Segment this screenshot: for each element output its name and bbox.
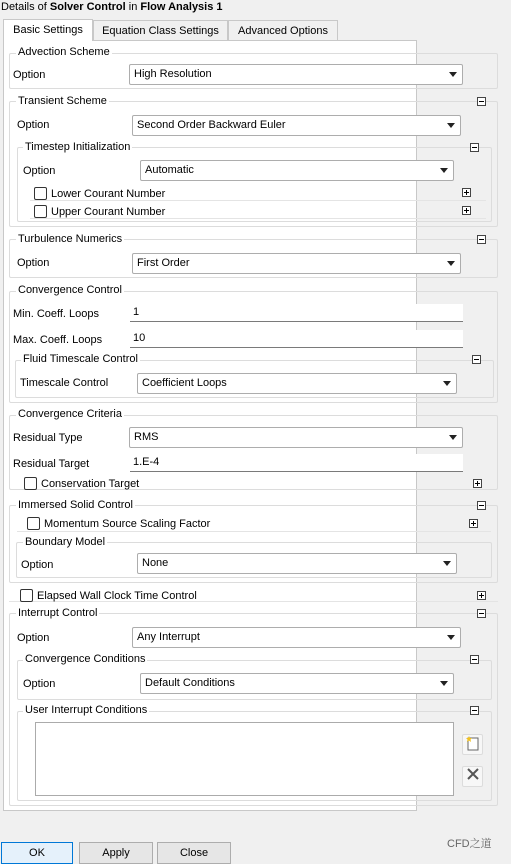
elapsed-wall-clock-checkbox[interactable] (20, 589, 33, 602)
transient-scheme-label: Transient Scheme (18, 95, 107, 107)
turbulence-option-label: Option (17, 257, 50, 269)
apply-button[interactable]: Apply (79, 842, 153, 864)
residual-target-field[interactable]: 1.E-4 (130, 454, 463, 472)
collapse-icon[interactable] (470, 655, 479, 664)
lower-courant-label: Lower Courant Number (51, 188, 166, 200)
expand-icon[interactable] (473, 479, 482, 488)
conv-option-select[interactable]: Default Conditions (140, 673, 454, 694)
advection-option-label: Option (13, 69, 46, 81)
chevron-down-icon (443, 561, 451, 566)
collapse-icon[interactable] (472, 355, 481, 364)
init-option-label: Option (23, 165, 56, 177)
min-coeff-loops-field[interactable]: 1 (130, 304, 463, 322)
collapse-icon[interactable] (477, 97, 486, 106)
momentum-source-checkbox[interactable] (27, 517, 40, 530)
fluid-timescale-label: Fluid Timescale Control (23, 353, 138, 365)
interrupt-control-label: Interrupt Control (18, 607, 98, 619)
chevron-down-icon (440, 168, 448, 173)
collapse-icon[interactable] (477, 501, 486, 510)
collapse-icon[interactable] (470, 143, 479, 152)
expand-icon[interactable] (462, 188, 471, 197)
residual-type-label: Residual Type (13, 432, 83, 444)
upper-courant-label: Upper Courant Number (51, 206, 166, 218)
chevron-down-icon (447, 635, 455, 640)
user-interrupt-list[interactable] (35, 722, 454, 796)
expand-icon[interactable] (469, 519, 478, 528)
lower-courant-checkbox[interactable] (34, 187, 47, 200)
user-interrupt-label: User Interrupt Conditions (25, 704, 148, 716)
turbulence-option-select[interactable]: First Order (132, 253, 461, 274)
interrupt-option-label: Option (17, 632, 50, 644)
upper-courant-checkbox[interactable] (34, 205, 47, 218)
convergence-conditions-label: Convergence Conditions (25, 653, 146, 665)
turbulence-numerics-label: Turbulence Numerics (18, 233, 123, 245)
boundary-option-label: Option (21, 559, 54, 571)
divider (17, 531, 491, 532)
timestep-initialization-label: Timestep Initialization (25, 141, 131, 153)
immersed-solid-label: Immersed Solid Control (18, 499, 133, 511)
expand-icon[interactable] (462, 206, 471, 215)
timescale-control-select[interactable]: Coefficient Loops (137, 373, 457, 394)
boundary-option-select[interactable]: None (137, 553, 457, 574)
momentum-source-label: Momentum Source Scaling Factor (44, 518, 211, 530)
close-button[interactable]: Close (157, 842, 231, 864)
collapse-icon[interactable] (477, 609, 486, 618)
transient-option-select[interactable]: Second Order Backward Euler (132, 115, 461, 136)
max-coeff-loops-field[interactable]: 10 (130, 330, 463, 348)
expand-icon[interactable] (477, 591, 486, 600)
conservation-target-checkbox[interactable] (24, 477, 37, 490)
advection-option-select[interactable]: High Resolution (129, 64, 463, 85)
chevron-down-icon (449, 435, 457, 440)
chevron-down-icon (443, 381, 451, 386)
new-condition-button[interactable] (462, 734, 483, 755)
timescale-control-label: Timescale Control (20, 377, 109, 389)
chevron-down-icon (440, 681, 448, 686)
tab-basic-settings[interactable]: Basic Settings (3, 19, 93, 41)
min-coeff-loops-label: Min. Coeff. Loops (13, 308, 100, 320)
collapse-icon[interactable] (477, 235, 486, 244)
conv-option-label: Option (23, 678, 56, 690)
conservation-target-label: Conservation Target (41, 478, 140, 490)
watermark: CFD之道 (447, 838, 492, 850)
transient-option-label: Option (17, 119, 50, 131)
tab-advanced-options[interactable]: Advanced Options (228, 20, 338, 41)
residual-target-label: Residual Target (13, 458, 90, 470)
divider (30, 200, 486, 201)
delete-icon (466, 767, 480, 781)
elapsed-wall-clock-label: Elapsed Wall Clock Time Control (37, 590, 197, 602)
max-coeff-loops-label: Max. Coeff. Loops (13, 334, 103, 346)
chevron-down-icon (447, 123, 455, 128)
chevron-down-icon (449, 72, 457, 77)
init-option-select[interactable]: Automatic (140, 160, 454, 181)
window-title: Details of Solver Control in Flow Analysis 1 (1, 1, 223, 13)
residual-type-select[interactable]: RMS (129, 427, 463, 448)
divider (30, 218, 486, 219)
ok-button[interactable]: OK (1, 842, 73, 864)
chevron-down-icon (447, 261, 455, 266)
new-item-icon (465, 735, 481, 751)
convergence-criteria-label: Convergence Criteria (18, 408, 122, 420)
delete-condition-button[interactable] (462, 766, 483, 787)
interrupt-option-select[interactable]: Any Interrupt (132, 627, 461, 648)
convergence-control-label: Convergence Control (18, 284, 122, 296)
boundary-model-label: Boundary Model (25, 536, 106, 548)
tab-equation-class-settings[interactable]: Equation Class Settings (93, 20, 228, 41)
advection-scheme-label: Advection Scheme (18, 46, 110, 58)
collapse-icon[interactable] (470, 706, 479, 715)
